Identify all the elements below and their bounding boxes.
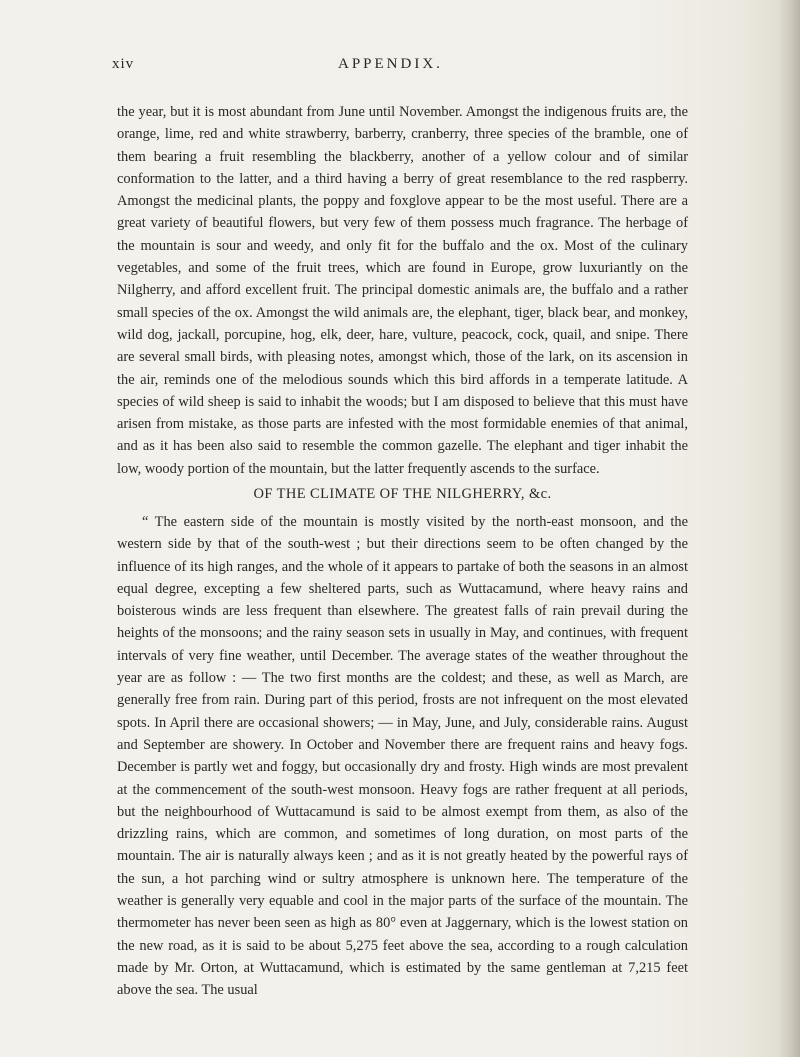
page-number: xiv <box>112 56 135 72</box>
body-paragraph-fauna-flora: the year, but it is most abundant from June until November. Amongst the indigenous fruits are, the orange, lime, red and white strawberry, barberry, cranberry, three species of the bramble, one of them bearing a fruit resembling the blackberry, another of a yellow colour and of similar conformation to the latter, and a third having a berry of great resemblance to the red raspberry. Amongst the medicinal plants, the poppy and foxglove appear to be the most useful. There are a great variety of beautiful flowers, but very few of them possess much fragrance. The herbage of the mountain is sour and weedy, and only fit for the buffalo and the ox. Most of the culinary vegetables, and some of the fruit trees, which are found in Europe, grow luxuriantly on the Nilgherry, and afford excellent fruit. The principal domestic animals are, the buffalo and a rather small species of the ox. Amongst the wild animals are, the elephant, tiger, black bear, and monkey, wild dog, jackall, porcupine, hog, elk, deer, hare, vulture, peacock, cock, quail, and snipe. There are several small birds, with pleasing notes, amongst which, those of the lark, on its ascension in the air, reminds one of the melodious sounds which this bird affords in a temperate latitude. A species of wild sheep is said to inhabit the woods; but I am disposed to believe that this must have arisen from mistake, as those parts are infested with the most formidable enemies of that animal, and as it has been also said to resemble the common gazelle. The elephant and tiger inhabit the low, woody portion of the mountain, but the latter frequently ascends to the surface. <box>117 104 688 477</box>
running-head: APPENDIX. <box>338 56 443 72</box>
body-paragraph-climate: “ The eastern side of the mountain is mostly visited by the north-east monsoon, and the western side by that of the south-west ; but their directions seem to be often changed by the influence of its high ranges, and the whole of it appears to partake of both the seasons in an almost equal degree, excepting a few sheltered parts, such as Wuttacamund, where heavy rains and boisterous winds are less frequent than elsewhere. The greatest falls of rain prevail during the heights of the monsoons; and the rainy season sets in usually in May, and continues, with frequent intervals of very fine weather, until December. The average states of the weather throughout the year are as follow : — The two first months are the coldest; and these, as well as March, are generally free from rain. During part of this period, frosts are not infrequent on the most elevated spots. In April there are occasional showers; — in May, June, and July, considerable rains. August and September are showery. In October and November there are frequent rains and heavy fogs. December is partly wet and foggy, but occasionally dry and frosty. High winds are most prevalent at the commencement of the south-west monsoon. Heavy fogs are rather frequent at all periods, but the neighbourhood of Wuttacamund is said to be almost exempt from them, as also of the drizzling rains, which are common, and sometimes of long duration, on most parts of the mountain. The air is naturally always keen ; and as it is not greatly heated by the powerful rays of the sun, a hot parching wind or sultry atmosphere is unknown here. The temperature of the weather is generally very equable and cool in the major parts of the surface of the mountain. The thermometer has never been seen as high as 80° even at Jaggernary, which is the lowest station on the new road, as it is said to be about 5,275 feet above the sea, according to a rough calculation made by Mr. Orton, at Wuttacamund, which is estimated by the same gentleman at 7,215 feet above the sea. The usual <box>117 514 688 999</box>
page-header <box>100 56 700 78</box>
section-heading: OF THE CLIMATE OF THE NILGHERRY, &c. <box>253 486 552 502</box>
page-edge-shadow <box>778 0 800 1057</box>
